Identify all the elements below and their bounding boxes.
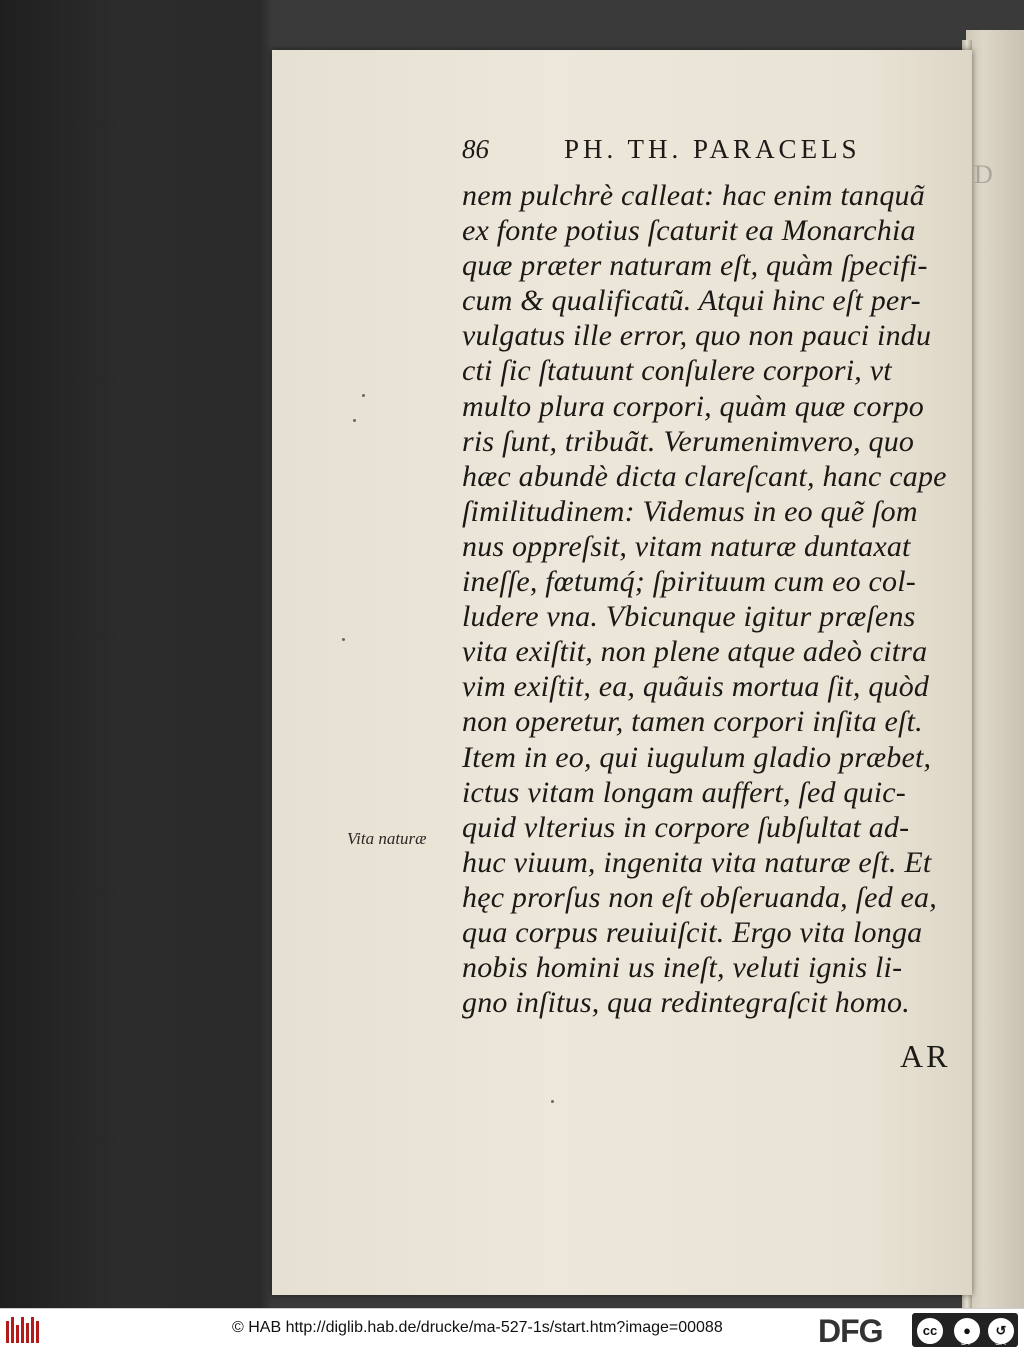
text-line: ex fonte potius ſcaturit ea Monarchia: [462, 214, 916, 248]
text-line: cum & qualificatũ. Atqui hinc eſt per-: [462, 284, 921, 318]
text-line: nobis homini us ineſt, veluti ignis li-: [462, 951, 903, 985]
dfg-logo[interactable]: DFG: [818, 1313, 883, 1349]
text-line: nem pulchrè calleat: hac enim tanquã: [462, 179, 925, 212]
running-head-title: PH. TH. PARACELS: [564, 134, 861, 164]
ink-speck: [551, 1100, 554, 1103]
by-icon: ●: [952, 1316, 982, 1346]
text-line: huc viuum, ingenita vita naturæ eſt. Et: [462, 845, 932, 879]
text-line: vita exiſtit, non plene atque adeò citra: [462, 635, 928, 669]
by-label: BY: [961, 1338, 972, 1347]
text-line: ineſſe, fœtumq́; ſpirituum cum eo col-: [462, 565, 916, 599]
text-line: nus oppreſsit, vitam naturæ duntaxat: [462, 529, 911, 563]
text-line: hæc abundè dicta clareſcant, hanc cape: [462, 459, 947, 493]
text-line: ictus vitam longam auffert, ſed quic-: [462, 775, 906, 809]
ink-speck: [353, 419, 356, 422]
text-line: hęc prorſus non eſt obſeruanda, ſed ea,: [462, 880, 937, 914]
cc-icon: cc: [915, 1316, 945, 1346]
running-head: [462, 134, 962, 174]
hab-logo-icon[interactable]: [6, 1317, 42, 1343]
text-line: quæ præter naturam eſt, quàm ſpecifi-: [462, 249, 928, 283]
folio-number: 86: [462, 134, 489, 164]
ink-speck: [362, 394, 365, 397]
text-line: cti ſic ſtatuunt conſulere corpori, vt: [462, 354, 892, 388]
sa-label: SA: [995, 1338, 1006, 1347]
copyright-credit-link[interactable]: © HAB http://diglib.hab.de/drucke/ma-527-1s/start.htm?image=00088: [232, 1319, 723, 1336]
text-line: vulgatus ille error, quo non pauci indu: [462, 319, 932, 353]
viewer-footer: [0, 1308, 1024, 1351]
text-line: gno inſitus, qua redintegraſcit homo.: [462, 986, 910, 1020]
text-line: Item in eo, qui iugulum gladio præbet,: [462, 740, 932, 774]
sa-icon: ↺: [986, 1316, 1016, 1346]
marginal-note: Vita naturæ: [347, 829, 427, 848]
text-line: qua corpus reuiuiſcit. Ergo vita longa: [462, 915, 923, 949]
cc-license-badge[interactable]: [912, 1313, 1018, 1347]
text-line: ludere vna. Vbicunque igitur præſens: [462, 600, 916, 634]
text-line: multo plura corpori, quàm quæ corpo: [462, 389, 925, 423]
text-line: non operetur, tamen corpori inſita eſt.: [462, 705, 923, 739]
text-line: vim exiſtit, ea, quãuis mortua ſit, quòd: [462, 670, 930, 704]
ink-speck: [342, 638, 345, 641]
text-line: ris ſunt, tribuãt. Verumenimvero, quo: [462, 424, 915, 458]
text-block: [462, 178, 962, 1020]
text-line: quid vlterius in corpore ſubſultat ad-: [462, 810, 910, 844]
catchword: AR: [900, 1038, 951, 1074]
text-line: ſimilitudinem: Videmus in eo quẽ ſom: [462, 494, 918, 528]
facing-page-edge: D: [966, 30, 1024, 1320]
